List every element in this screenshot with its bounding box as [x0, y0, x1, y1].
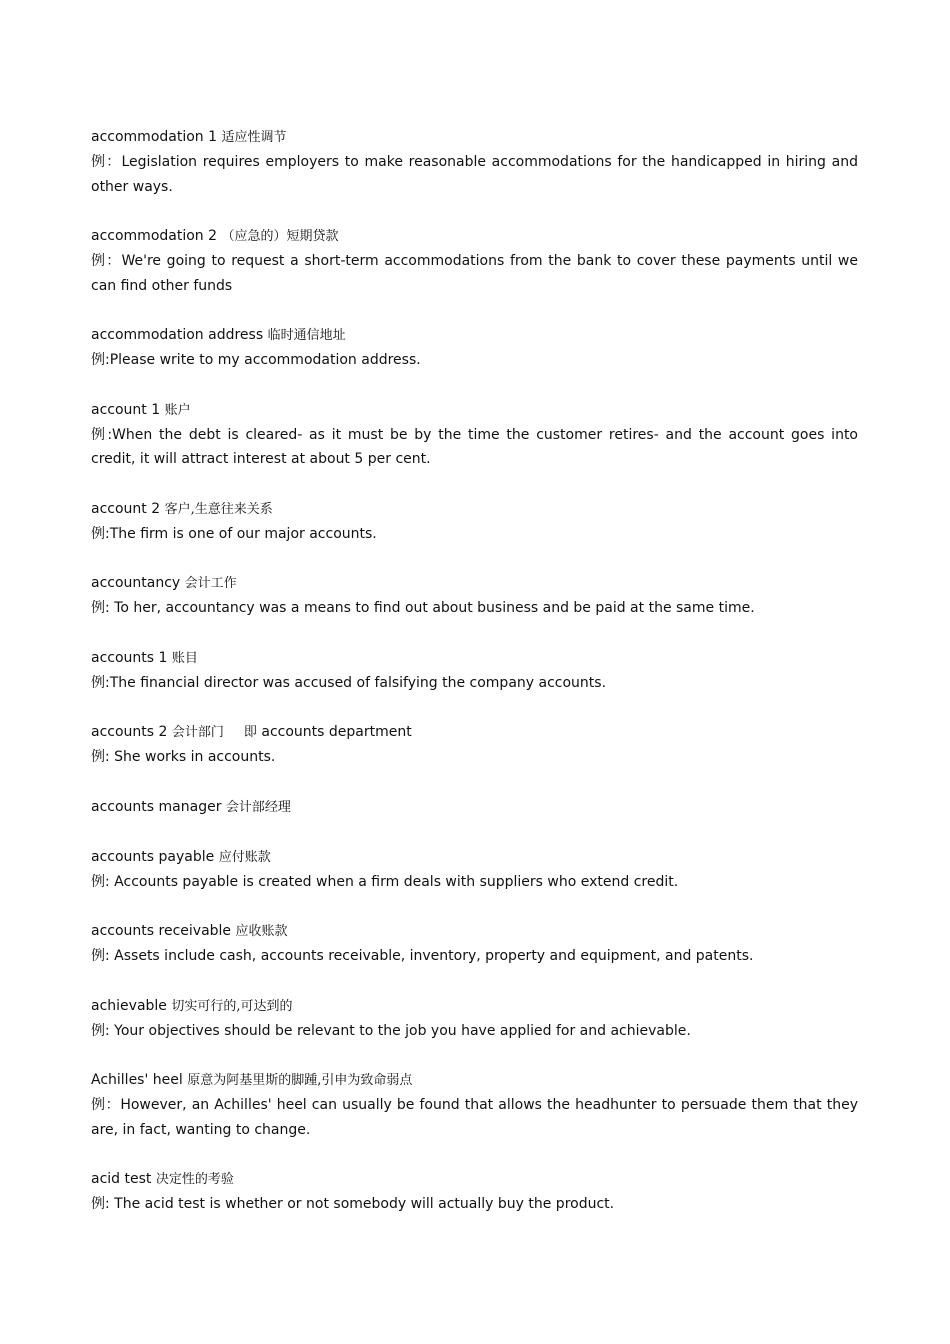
glossary-entry: [91, 720, 858, 770]
term-line: [91, 1068, 858, 1093]
glossary-page: [91, 125, 858, 1242]
meaning: 原意为阿基里斯的脚踵,引申为致命弱点: [187, 1073, 413, 1088]
glossary-entry: [91, 1068, 858, 1142]
meaning: 账户: [164, 402, 191, 418]
glossary-entry: [91, 994, 858, 1044]
example-sentence: 例: To her, accountancy was a means to find out about business and be paid at the same time.: [91, 600, 755, 616]
example-sentence: 例: The acid test is whether or not somebody will actually buy the product.: [91, 1196, 615, 1212]
example-sentence: 例:The firm is one of our major accounts.: [91, 525, 377, 542]
term: account 1: [91, 401, 165, 418]
term: account 2: [91, 500, 165, 517]
aside-term: accounts department: [261, 724, 412, 740]
term: accounts manager: [91, 798, 226, 815]
example-sentence: 例：However, an Achilles' heel can usually be found that allows the headhunter to persuade them that they are, in fact, wanting to change.: [91, 1097, 858, 1138]
glossary-entry: [91, 224, 858, 298]
example-sentence: 例:When the debt is cleared- as it must be by the time the customer retires- and the account goes into credit, it will attract interest at about 5 per cent.: [91, 426, 858, 467]
term-line: [91, 1167, 858, 1192]
glossary-entry: [91, 398, 858, 472]
term: accommodation 2: [91, 228, 222, 244]
glossary-entry: [91, 919, 858, 969]
example-sentence: 例: Your objectives should be relevant to the job you have applied for and achievable.: [91, 1022, 691, 1039]
example-sentence: 例: Accounts payable is created when a firm deals with suppliers who extend credit.: [91, 873, 679, 890]
term-line: [91, 919, 858, 944]
meaning: 会计部门: [171, 725, 224, 740]
term-line: [91, 398, 858, 423]
term: accommodation address: [91, 327, 268, 343]
example-sentence: 例:The financial director was accused of falsifying the company accounts.: [91, 674, 607, 691]
term-line: [91, 323, 858, 348]
meaning: 账目: [171, 650, 198, 666]
term-line: [91, 224, 858, 249]
term: Achilles' heel: [91, 1072, 188, 1088]
example-sentence: 例：Legislation requires employers to make reasonable accommodations for the handicapped in hiring and other ways.: [91, 154, 858, 195]
glossary-entry: [91, 571, 858, 621]
term: accounts receivable: [91, 923, 236, 939]
glossary-entry: [91, 323, 858, 373]
example-sentence: 例: Assets include cash, accounts receivable, inventory, property and equipment, and patents.: [91, 948, 754, 964]
meaning: 应收账款: [235, 924, 288, 939]
term: accounts payable: [91, 848, 219, 865]
term-line: [91, 720, 858, 745]
meaning: 决定性的考验: [155, 1172, 234, 1187]
glossary-entry: [91, 646, 858, 696]
meaning: 应付账款: [218, 849, 271, 865]
meaning: 客户,生意往来关系: [164, 501, 273, 517]
glossary-entry: [91, 125, 858, 199]
meaning: 适应性调节: [221, 130, 287, 145]
glossary-entry: [91, 1167, 858, 1217]
term: accommodation 1: [91, 129, 222, 145]
term-line: [91, 125, 858, 150]
term: accounts 2: [91, 724, 172, 740]
meaning: 会计工作: [184, 576, 237, 591]
term: accountancy: [91, 575, 185, 591]
meaning: （应急的）短期贷款: [221, 229, 339, 244]
aside-word: 即: [243, 725, 257, 740]
term: accounts 1: [91, 649, 172, 666]
term: acid test: [91, 1171, 156, 1187]
term-line: [91, 845, 858, 870]
meaning: 切实可行的,可达到的: [171, 998, 293, 1014]
glossary-entry: [91, 845, 858, 895]
meaning: 临时通信地址: [267, 328, 346, 343]
glossary-entry: [91, 497, 858, 547]
glossary-entry: [91, 795, 858, 820]
example-sentence: 例:Please write to my accommodation address.: [91, 352, 421, 368]
meaning: 会计部经理: [225, 799, 291, 815]
example-sentence: 例: She works in accounts.: [91, 749, 276, 765]
term: achievable: [91, 997, 172, 1014]
term-line: [91, 497, 858, 522]
term-line: [91, 571, 858, 596]
term-line: [91, 646, 858, 671]
term-line: [91, 795, 858, 820]
example-sentence: 例：We're going to request a short-term accommodations from the bank to cover these payments until we can find other funds: [91, 253, 858, 294]
term-line: [91, 994, 858, 1019]
